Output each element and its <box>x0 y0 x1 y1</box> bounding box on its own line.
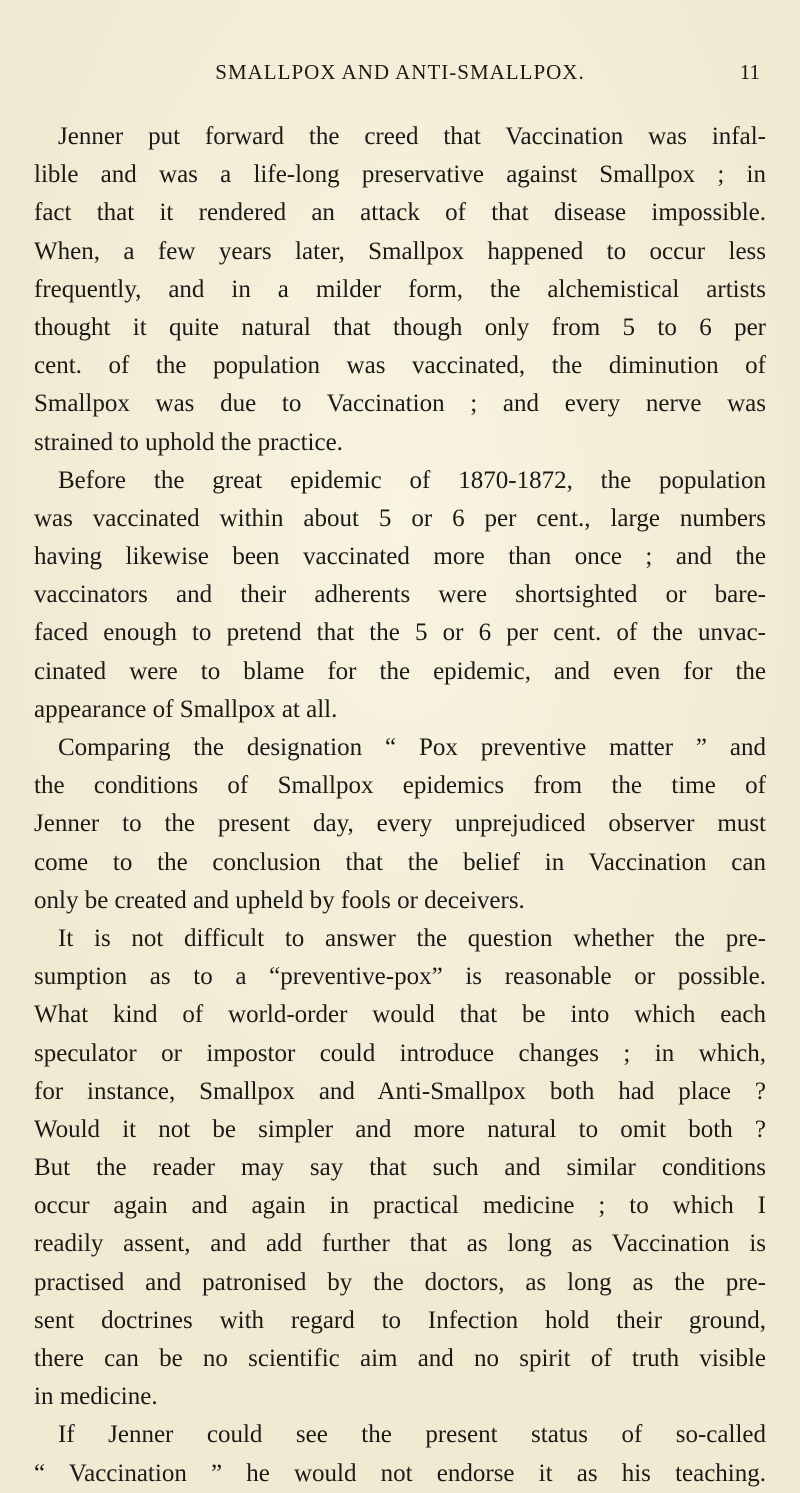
text-line: frequently, and in a milder form, the alchemistical artists <box>34 275 766 303</box>
text-line: cinated were to blame for the epidemic, and even for the <box>34 657 766 685</box>
text-line: lible and was a life-long preservative against Smallpox ; in <box>34 161 766 189</box>
text-line: readily assent, and add further that as long as Vaccination is <box>34 1230 766 1258</box>
text-line: Smallpox was due to Vaccination ; and every nerve was <box>34 390 766 418</box>
text-line: practised and patronised by the doctors, as long as the pre- <box>34 1268 766 1296</box>
text-line: appearance of Smallpox at all. <box>34 695 338 723</box>
text-line: thought it quite natural that though only from 5 to 6 per <box>34 313 766 341</box>
text-line: strained to uphold the practice. <box>34 428 343 456</box>
text-line: When, a few years later, Smallpox happened to occur less <box>34 237 766 265</box>
text-line: “ Vaccination ” he would not endorse it as his teaching. <box>34 1459 766 1487</box>
text-line: faced enough to pretend that the 5 or 6 per cent. of the unvac- <box>34 619 766 647</box>
text-line: It is not difficult to answer the question whether the pre- <box>58 924 766 952</box>
text-line: the conditions of Smallpox epidemics from the time of <box>34 772 766 800</box>
text-line: Before the great epidemic of 1870-1872, the population <box>58 466 766 494</box>
running-title: SMALLPOX AND ANTI-SMALLPOX. <box>215 60 585 84</box>
text-line: Comparing the designation “ Pox preventive matter ” and <box>58 734 766 761</box>
text-line: If Jenner could see the present status of so-called <box>58 1421 766 1449</box>
body-text <box>34 118 766 1493</box>
text-line: But the reader may say that such and similar conditions <box>34 1154 766 1182</box>
text-line: occur again and again in practical medicine ; to which I <box>34 1192 766 1220</box>
text-line: Jenner put forward the creed that Vaccination was infal- <box>58 123 766 150</box>
text-line: sent doctrines with regard to Infection hold their ground, <box>34 1306 766 1334</box>
text-line: speculator or impostor could introduce changes ; in which, <box>34 1039 766 1067</box>
text-line: there can be no scientific aim and no spirit of truth visible <box>34 1345 766 1372</box>
text-line: sumption as to a “preventive-pox” is reasonable or possible. <box>34 963 766 991</box>
text-line: was vaccinated within about 5 or 6 per cent., large numbers <box>34 504 766 532</box>
text-line: Jenner to the present day, every unprejudiced observer must <box>34 810 766 838</box>
text-line: only be created and upheld by fools or deceivers. <box>34 886 525 914</box>
text-line: come to the conclusion that the belief in Vaccination can <box>34 848 766 876</box>
text-line: cent. of the population was vaccinated, the diminution of <box>34 352 766 380</box>
text-line: vaccinators and their adherents were shortsighted or bare- <box>34 581 766 609</box>
text-line: fact that it rendered an attack of that disease impossible. <box>34 199 766 227</box>
page-number: 11 <box>739 60 760 84</box>
text-line: What kind of world-order would that be into which each <box>34 1001 766 1029</box>
text-line: in medicine. <box>34 1383 158 1411</box>
text-line: Would it not be simpler and more natural to omit both ? <box>34 1115 766 1143</box>
running-head <box>0 58 800 94</box>
text-line: for instance, Smallpox and Anti-Smallpox both had place ? <box>34 1077 766 1105</box>
text-line: having likewise been vaccinated more than once ; and the <box>34 543 766 571</box>
